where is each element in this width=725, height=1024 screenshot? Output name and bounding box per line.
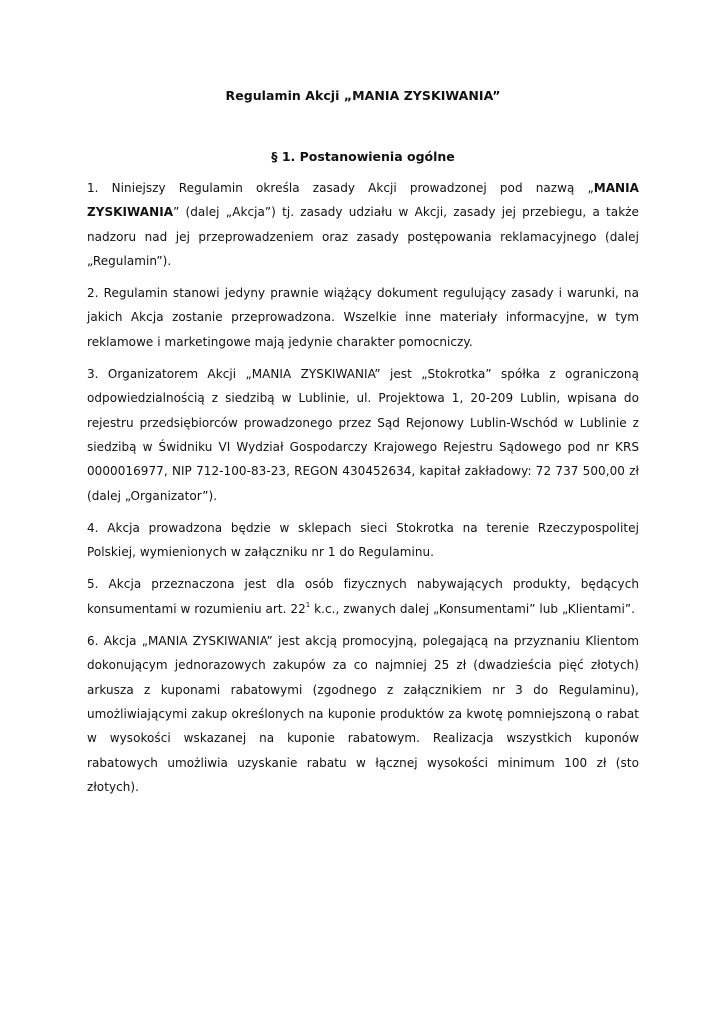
paragraph-3: 3. Organizatorem Akcji „MANIA ZYSKIWANIA” jest „Stokrotka” spółka z ograniczoną odpowiedzialnością z siedzibą w Lublinie, ul. Projektowa 1, 20-209 Lublin, wpisana do rejestru przedsiębiorców prowadzonego przez Sąd Rejonowy Lublin-Wschód w Lublinie z siedzibą w Świdniku VI Wydział Gospodarczy Krajowego Rejestru Sądowego pod nr KRS 0000016977, NIP 712-100-83-23, REGON 430452634, kapitał zakładowy: 72 737 500,00 zł (dalej „Organizator”). bbox=[87, 367, 639, 503]
paragraph-1 bbox=[87, 176, 639, 273]
paragraph-6: 6. Akcja „MANIA ZYSKIWANIA” jest akcją promocyjną, polegającą na przyznaniu Klientom dokonującym jednorazowych zakupów za co najmniej 25 zł (dwadzieścia pięć złotych) arkusza z kuponami rabatowymi (zgodnego z załącznikiem nr 3 do Regulaminu), umożliwiającymi zakup określonych na kuponie produktów za kwotę pomniejszoną o rabat w wysokości wskazanej na kuponie rabatowym. Realizacja wszystkich kuponów rabatowych umożliwia uzyskanie rabatu w łącznej wysokości minimum 100 zł (sto złotych). bbox=[87, 634, 639, 794]
paragraph-2: 2. Regulamin stanowi jedyny prawnie wiążący dokument regulujący zasady i warunki, na jakich Akcja zostanie przeprowadzona. Wszelkie inne materiały informacyjne, w tym reklamowe i marketingowe mają jedynie charakter pomocniczy. bbox=[87, 286, 639, 349]
paragraph-5 bbox=[87, 572, 639, 621]
paragraph-4: 4. Akcja prowadzona będzie w sklepach sieci Stokrotka na terenie Rzeczypospolitej Polskiej, wymienionych w załączniku nr 1 do Regulaminu. bbox=[87, 520, 639, 560]
paragraph-5-end: k.c., zwanych dalej „Konsumentami” lub „Klientami”. bbox=[310, 601, 635, 616]
section-title: § 1. Postanowienia ogólne bbox=[271, 149, 455, 164]
paragraph-5-start: 5. Akcja przeznaczona jest dla osób fizycznych nabywających produkty, będących konsumentami w rozumieniu art. 22 bbox=[87, 577, 639, 616]
paragraph-1-end: ” (dalej „Akcja”) tj. zasady udziału w Akcji, zasady jej przebiegu, a także nadzoru nad jej przeprowadzeniem oraz zasady postępowania reklamacyjnego (dalej „Regulamin”). bbox=[87, 205, 639, 268]
paragraph-1-start: 1. Niniejszy Regulamin określa zasady Akcji prowadzonej pod nazwą „ bbox=[87, 181, 594, 195]
promo-name-bold: MANIA ZYSKIWANIA bbox=[87, 181, 639, 220]
document-body bbox=[87, 84, 639, 799]
document-title: Regulamin Akcji „MANIA ZYSKIWANIA” bbox=[225, 88, 501, 103]
article-superscript: 1 bbox=[305, 600, 311, 609]
